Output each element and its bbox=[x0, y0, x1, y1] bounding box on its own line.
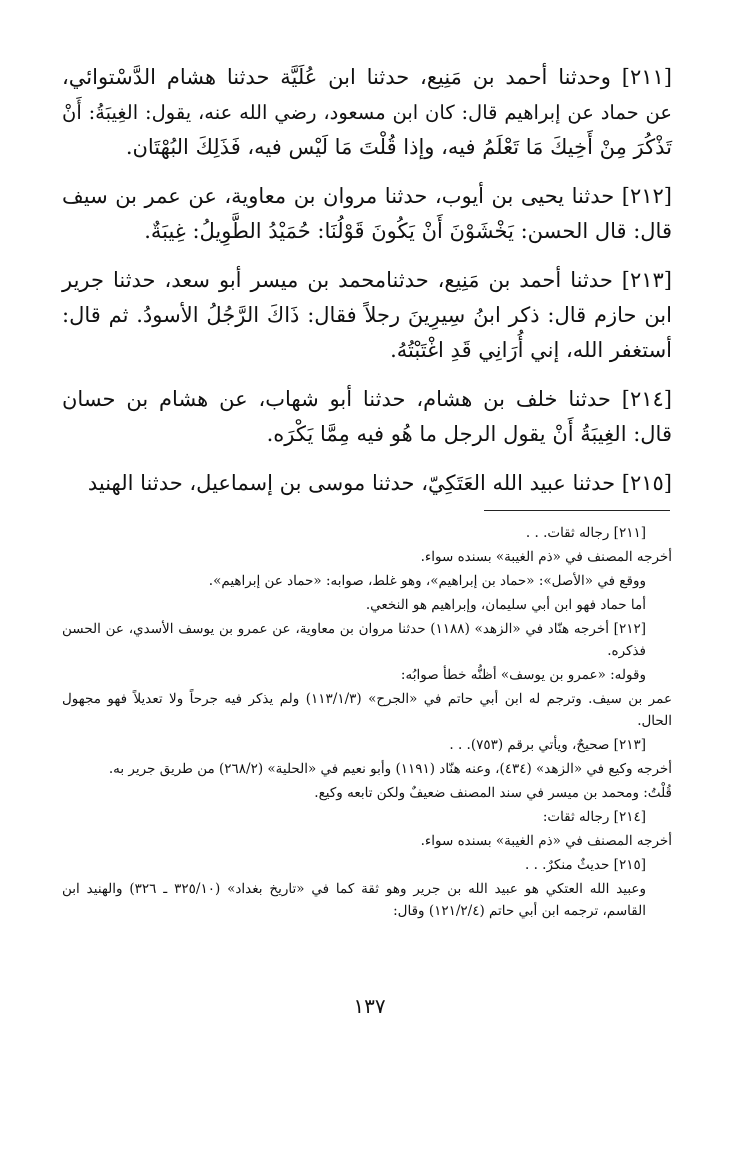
text-line: ابن حازم قال: ذكر ابنُ سِيرِينَ رجلاً فقال: ذَاكَ الرَّجُلُ الأسودُ. ثم قال: bbox=[62, 303, 672, 327]
text-line: [٢١٥] حدثنا عبيد الله العَتَكِيّ، حدثنا موسى بن إسماعيل، حدثنا الهنيد bbox=[87, 471, 672, 495]
hadith-paragraph bbox=[62, 263, 672, 368]
hadith-paragraph bbox=[62, 382, 672, 452]
footnote-line: قُلْتُ: ومحمد بن ميسر في سند المصنف ضعيفٌ ولكن تابعه وكيع. bbox=[314, 785, 672, 801]
footnote-line: [٢١٤] رجاله ثقات: bbox=[542, 809, 646, 825]
footnote-line: [٢١٢] أخرجه هنّاد في «الزهد» (١١٨٨) حدثنا مروان بن معاوية، عن عمرو بن يوسف الأسدي، عن الحسن فذكره. bbox=[62, 621, 646, 659]
text-line: [٢١٤] حدثنا خلف بن هشام، حدثنا أبو شهاب، عن هشام بن حسان bbox=[62, 387, 672, 411]
text-line: عن حماد عن إبراهيم قال: كان ابن مسعود، رضي الله عنه، يقول: الغِيبَةُ: أَنْ bbox=[62, 101, 672, 124]
footnote-separator bbox=[484, 510, 670, 511]
hadith-paragraph bbox=[62, 60, 672, 165]
footnote-line: أخرجه المصنف في «ذم الغيبة» بسنده سواء. bbox=[420, 549, 672, 565]
text-line: قال: قال الحسن: يَخْشَوْنَ أَنْ يَكُونَ قَوْلُنَا: حُمَيْدُ الطَّوِيلُ: غِيبَةٌ. bbox=[144, 219, 672, 243]
main-text bbox=[62, 60, 672, 515]
text-line: قال: الغِيبَةُ أَنْ يقول الرجل ما هُو فيه مِمَّا يَكْرَه. bbox=[266, 422, 672, 446]
hadith-paragraph bbox=[62, 466, 672, 501]
footnote-line: أما حماد فهو ابن أبي سليمان، وإبراهيم هو النخعي. bbox=[365, 597, 646, 613]
footnote-line: عمر بن سيف. وترجم له ابن أبي حاتم في «الجرح» (١١٣/١/٣) ولم يذكر فيه جرحاً ولا تعديلاً فهو مجهول الحال. bbox=[62, 691, 672, 729]
footnotes bbox=[62, 522, 672, 924]
footnote-line: ووقع في «الأصل»: «حماد بن إبراهيم»، وهو غلط، صوابه: «حماد عن إبراهيم». bbox=[208, 573, 646, 589]
footnote-line: وقوله: «عمرو بن يوسف» أظنُّه خطأ صوابُه: bbox=[400, 667, 646, 683]
text-line: أستغفر الله، إني أُرَانِي قَدِ اغْتَبْتُهُ. bbox=[390, 338, 672, 362]
text-line: تَذْكُرَ مِنْ أَخِيكَ مَا تَعْلَمُ فيه، وإذا قُلْتَ مَا لَيْس فيه، فَذَلِكَ البُهْتَان. bbox=[125, 135, 672, 159]
footnote-line: أخرجه وكيع في «الزهد» (٤٣٤)، وعنه هنّاد (١١٩١) وأبو نعيم في «الحلية» (٢٦٨/٢) من طريق جرير به. bbox=[108, 761, 672, 777]
footnote-line: أخرجه المصنف في «ذم الغيبة» بسنده سواء. bbox=[420, 833, 672, 849]
text-line: [٢١٢] حدثنا يحيى بن أيوب، حدثنا مروان بن معاوية، عن عمر بن سيف bbox=[62, 184, 672, 208]
footnote-line: وعبيد الله العتكي هو عبيد الله بن جرير وهو ثقة كما في «تاريخ بغداد» (٣٢٥/١٠ ـ ٣٢٦) والهنيد ابن القاسم، ترجمه ابن أبي حاتم (١٢١/٢/٤) وقال: bbox=[62, 881, 646, 919]
hadith-paragraph bbox=[62, 179, 672, 249]
footnote-line: [٢١١] رجاله ثقات. . . bbox=[525, 525, 646, 541]
text-line: [٢١٣] حدثنا أحمد بن مَنِيع، حدثنامحمد بن ميسر أبو سعد، حدثنا جرير bbox=[62, 268, 672, 292]
footnote-line: [٢١٣] صحيحٌ، ويأتي برقم (٧٥٣). . . bbox=[449, 737, 646, 753]
text-line: [٢١١] وحدثنا أحمد بن مَنِيع، حدثنا ابن عُلَيَّة حدثنا هشام الدَّسْتوائي، bbox=[62, 65, 672, 89]
page-number: ١٣٧ bbox=[353, 994, 386, 1018]
footnote-line: [٢١٥] حديثٌ منكرٌ. . . bbox=[524, 857, 646, 873]
